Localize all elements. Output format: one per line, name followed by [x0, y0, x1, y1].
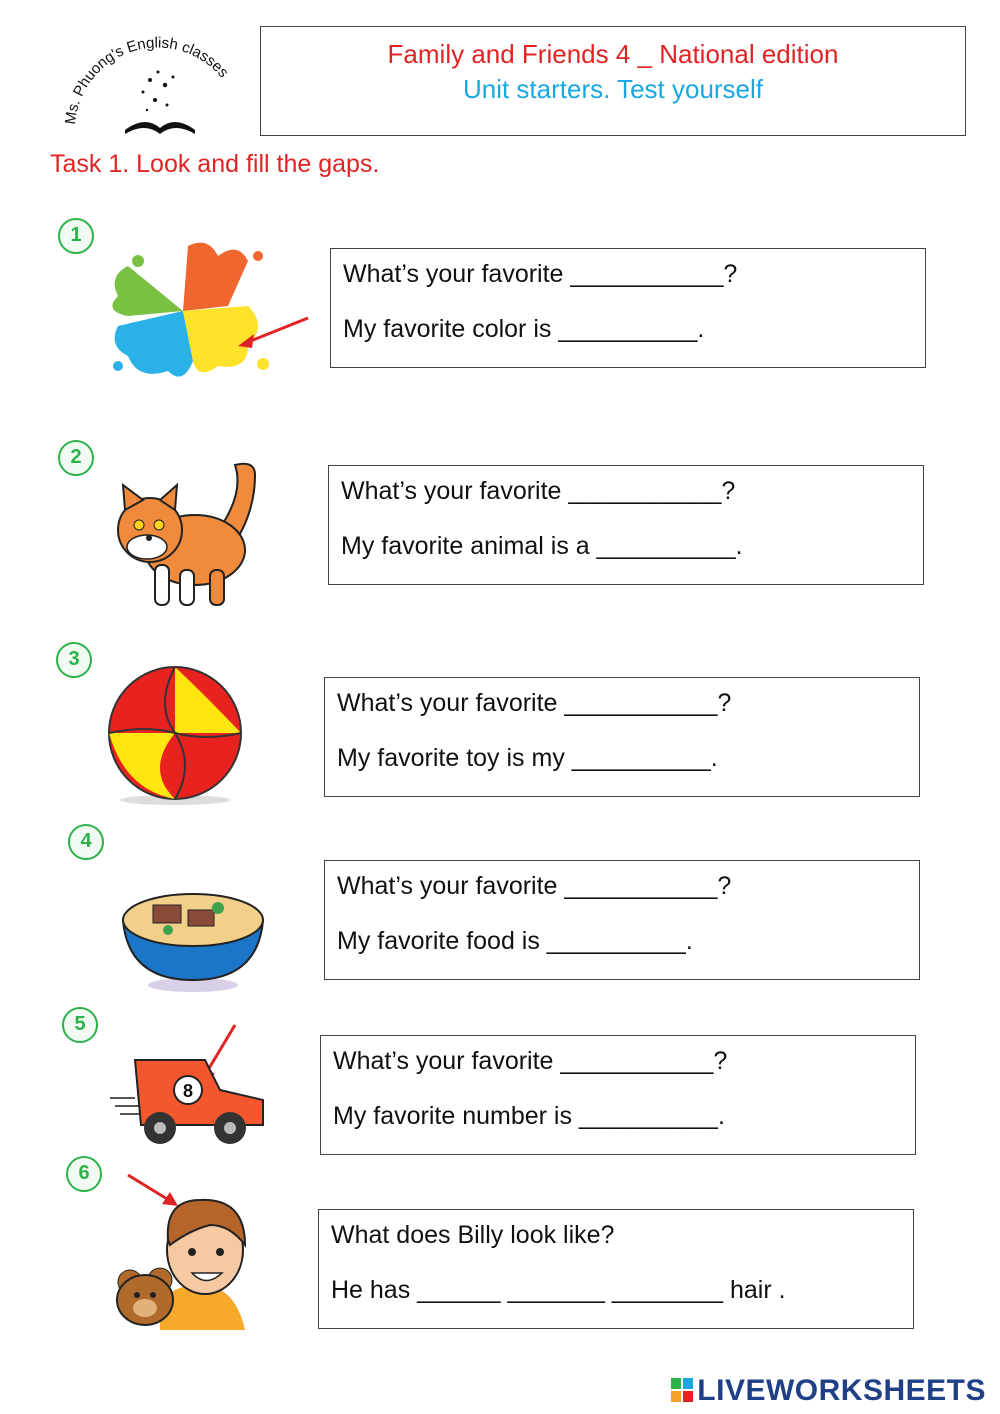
item-number-2: 2: [58, 440, 94, 476]
header-subtitle: Unit starters. Test yourself: [462, 74, 764, 104]
liveworksheets-logo-icon: [671, 1376, 693, 1400]
question-line-2[interactable]: What’s your favorite ___________?: [341, 477, 736, 505]
answer-line-6[interactable]: He has ______ _______ ________ hair .: [331, 1276, 786, 1304]
question-box-3: [324, 677, 920, 797]
header-title: Family and Friends 4 _ National edition: [387, 39, 839, 69]
header-box: [260, 26, 966, 136]
ball-image: [105, 665, 245, 805]
question-line-6[interactable]: What does Billy look like?: [331, 1221, 615, 1249]
paint-splash-image: [98, 236, 313, 386]
question-box-4: [324, 860, 920, 980]
svg-text:8: 8: [182, 1081, 194, 1101]
question-line-1[interactable]: What’s your favorite ___________?: [343, 260, 738, 288]
item-number-6: 6: [66, 1156, 102, 1192]
task-title: Task 1. Look and fill the gaps.: [50, 150, 380, 178]
item-number-5: 5: [62, 1007, 98, 1043]
item-number-1: 1: [58, 218, 94, 254]
question-line-3[interactable]: What’s your favorite ___________?: [337, 689, 732, 717]
question-box-6: [318, 1209, 914, 1329]
footer-brand-text: LIVEWORKSHEETS: [697, 1374, 986, 1407]
race-car-image: [105, 1020, 270, 1150]
noodle-bowl-image: [118, 880, 268, 995]
question-box-5: [320, 1035, 916, 1155]
cat-image: [105, 455, 265, 615]
logo: [55, 30, 255, 140]
logo-text: Ms. Phuong's English classes: [62, 34, 232, 126]
question-box-1: [330, 248, 926, 368]
item-number-4: 4: [68, 824, 104, 860]
item-number-3: 3: [56, 642, 92, 678]
question-box-2: [328, 465, 924, 585]
question-line-4[interactable]: What’s your favorite ___________?: [337, 872, 732, 900]
footer-brand: [671, 1374, 986, 1408]
answer-line-5[interactable]: My favorite number is __________.: [333, 1102, 725, 1130]
boy-with-teddy-image: [100, 1170, 260, 1330]
answer-line-2[interactable]: My favorite animal is a __________.: [341, 532, 743, 560]
answer-line-1[interactable]: My favorite color is __________.: [343, 315, 705, 343]
svg-text:Ms. Phuong's English classes: [62, 34, 232, 125]
question-line-5[interactable]: What’s your favorite ___________?: [333, 1047, 728, 1075]
answer-line-4[interactable]: My favorite food is __________.: [337, 927, 693, 955]
answer-line-3[interactable]: My favorite toy is my __________.: [337, 744, 718, 772]
